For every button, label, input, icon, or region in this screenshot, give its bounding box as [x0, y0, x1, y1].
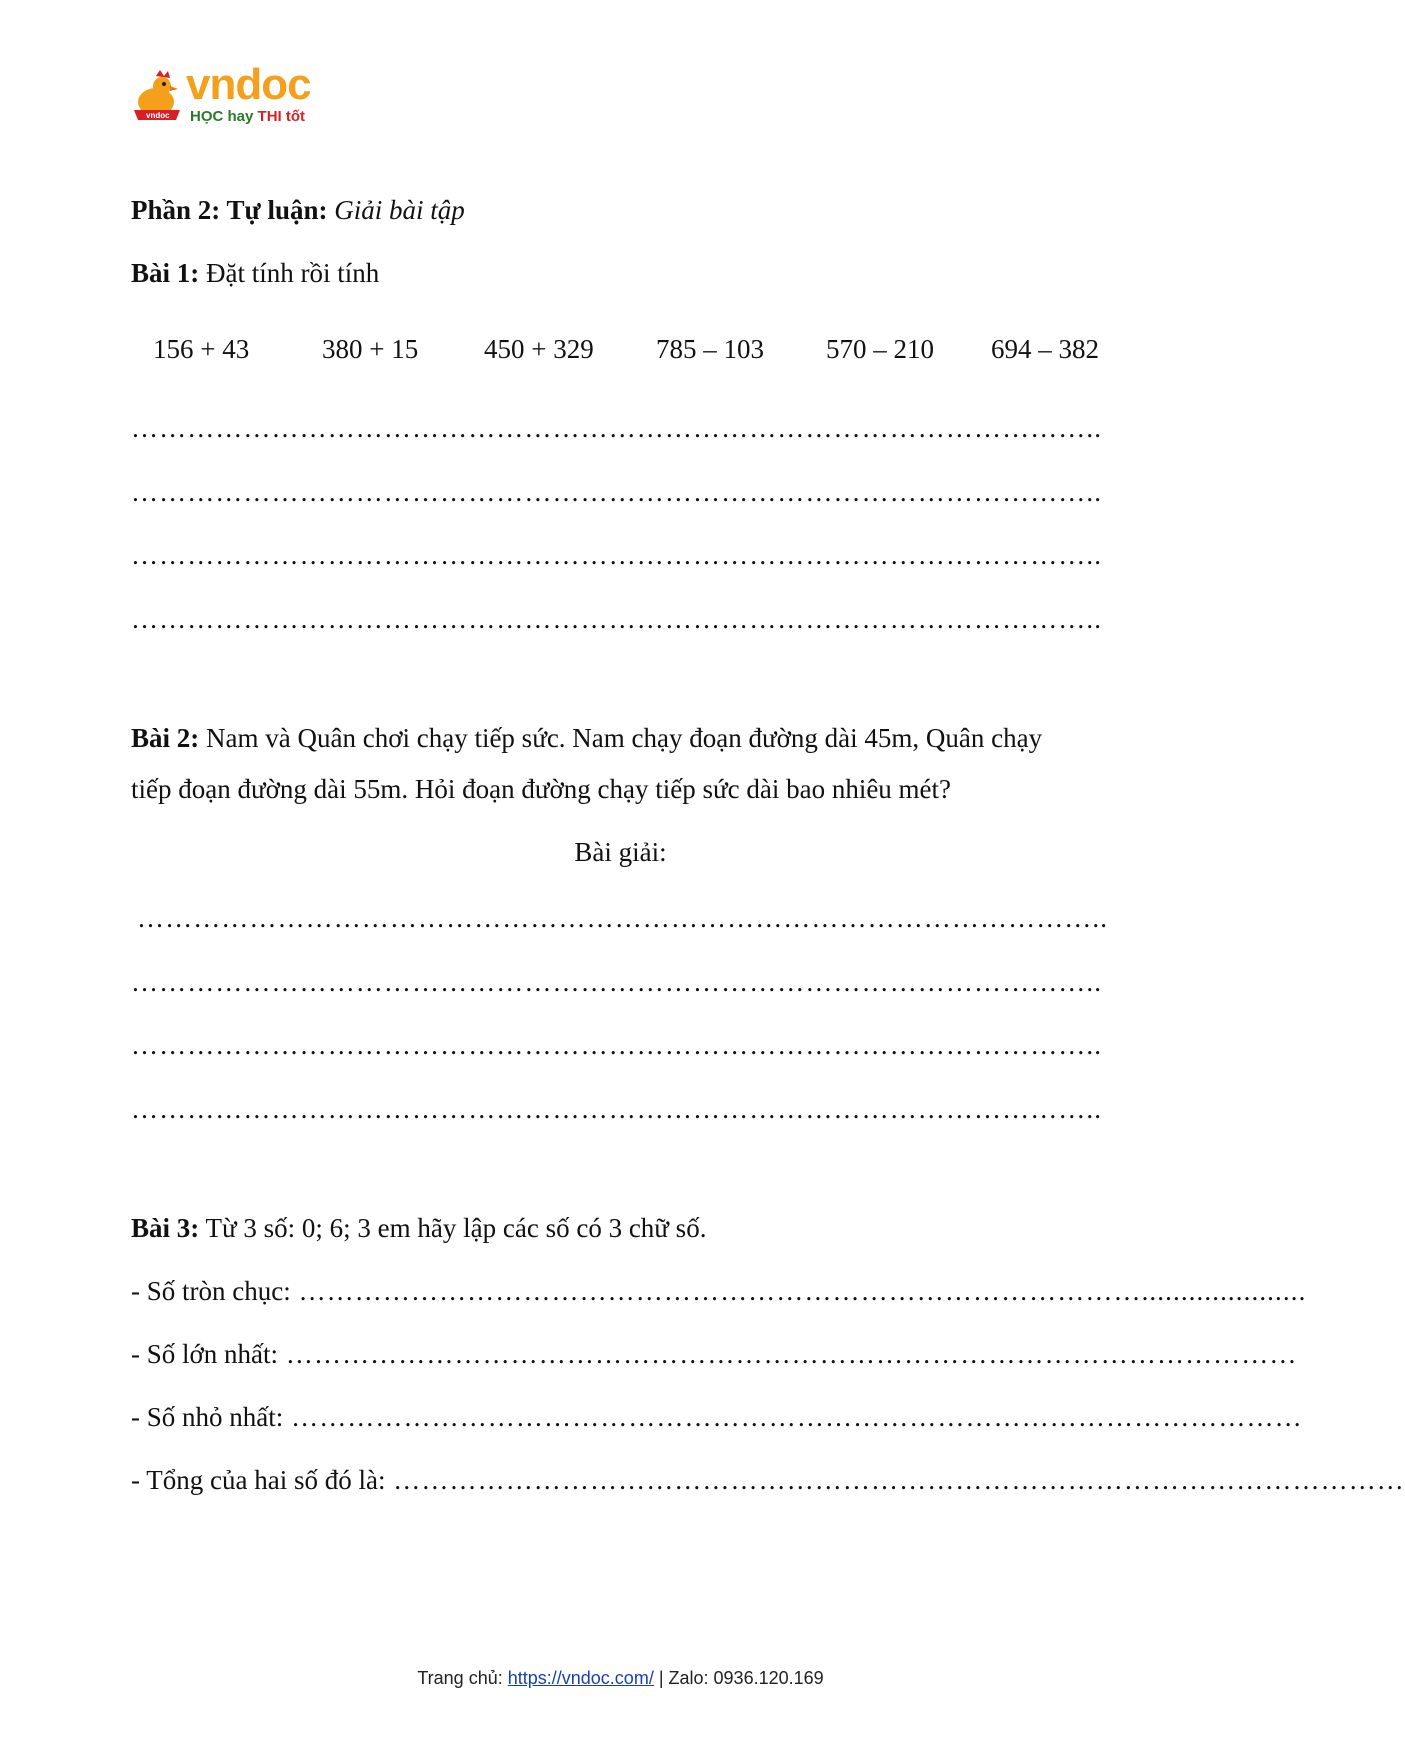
answer-dotted-line: …………………………………………………………………………………………..	[131, 1094, 1103, 1124]
logo-tagline-a: HỌC hay	[190, 108, 254, 125]
bai3-label: Bài 3:	[131, 1213, 200, 1243]
rooster-mascot-icon	[130, 70, 186, 126]
bai2-text-line2: tiếp đoạn đường dài 55m. Hỏi đoạn đường chạy tiếp sức dài bao nhiêu mét?	[131, 774, 952, 804]
answer-dotted-line: …………………………………………………………………………………………..	[131, 967, 1103, 997]
answer-dotted-line: …………………………………………………………………………………………..	[131, 477, 1103, 507]
bai1-label: Bài 1:	[131, 258, 200, 288]
answer-dotted-line: …………………………………………………………………………………………..	[131, 413, 1103, 443]
bai2-text-line1: Nam và Quân chơi chạy tiếp sức. Nam chạy đoạn đường dài 45m, Quân chạy	[206, 723, 1043, 753]
bai1-expression: 156 + 43	[153, 334, 250, 364]
bai3-item-label: - Tổng của hai số đó là:	[131, 1465, 386, 1495]
footer-homepage-link[interactable]: https://vndoc.com/	[507, 1668, 654, 1688]
part-heading	[131, 194, 465, 226]
bai1-expression: 380 + 15	[322, 334, 419, 364]
answer-dotted-line: …………………………………………………………………………………………..	[137, 903, 1109, 933]
bai3-item: - Số lớn nhất: ………………………………………………………………………………………………	[131, 1339, 1298, 1369]
bai2-solution-label: Bài giải:	[574, 837, 667, 867]
part-label: Phần 2: Tự luận:	[131, 195, 328, 225]
bai1-text: Đặt tính rồi tính	[206, 258, 380, 288]
bai2-label: Bài 2:	[131, 723, 200, 753]
answer-dotted-line: …………………………………………………………………………………………..	[131, 604, 1103, 634]
page-footer	[0, 1668, 1241, 1689]
answer-dotted-line: …………………………………………………………………………………………..	[131, 1030, 1103, 1060]
logo-tagline	[190, 108, 305, 125]
answer-dotted-line: …………………………………………………………………………………………..	[131, 540, 1103, 570]
bai3-item: - Tổng của hai số đó là: ………………………………………………………………………………………………	[131, 1465, 1405, 1495]
vndoc-logo	[130, 60, 311, 130]
logo-wordmark: vndoc	[186, 60, 311, 109]
bai2-line1	[131, 722, 1042, 754]
bai1-expression: 570 – 210	[826, 334, 934, 364]
bai3-heading	[131, 1212, 706, 1244]
bai1-expression: 450 + 329	[484, 334, 594, 364]
bai3-item: - Số tròn chục: ……………………………………………………………………………….....................	[131, 1276, 1307, 1306]
bai3-item-label: - Số nhỏ nhất:	[131, 1402, 284, 1432]
bai3-item-label: - Số lớn nhất:	[131, 1339, 279, 1369]
bai1-heading	[131, 257, 379, 289]
bai3-item: - Số nhỏ nhất: ………………………………………………………………………………………………	[131, 1402, 1303, 1432]
bai1-expression: 785 – 103	[656, 334, 764, 364]
bai1-expression: 694 – 382	[991, 334, 1099, 364]
footer-prefix: Trang chủ:	[417, 1668, 503, 1688]
logo-tagline-b: THI tốt	[257, 108, 306, 125]
bai3-text: Từ 3 số: 0; 6; 3 em hãy lập các số có 3 chữ số.	[205, 1213, 707, 1243]
svg-text:vndoc: vndoc	[146, 111, 170, 120]
bai3-item-label: - Số tròn chục:	[131, 1276, 291, 1306]
part-subtitle: Giải bài tập	[334, 195, 465, 225]
footer-zalo: | Zalo: 0936.120.169	[658, 1668, 824, 1688]
